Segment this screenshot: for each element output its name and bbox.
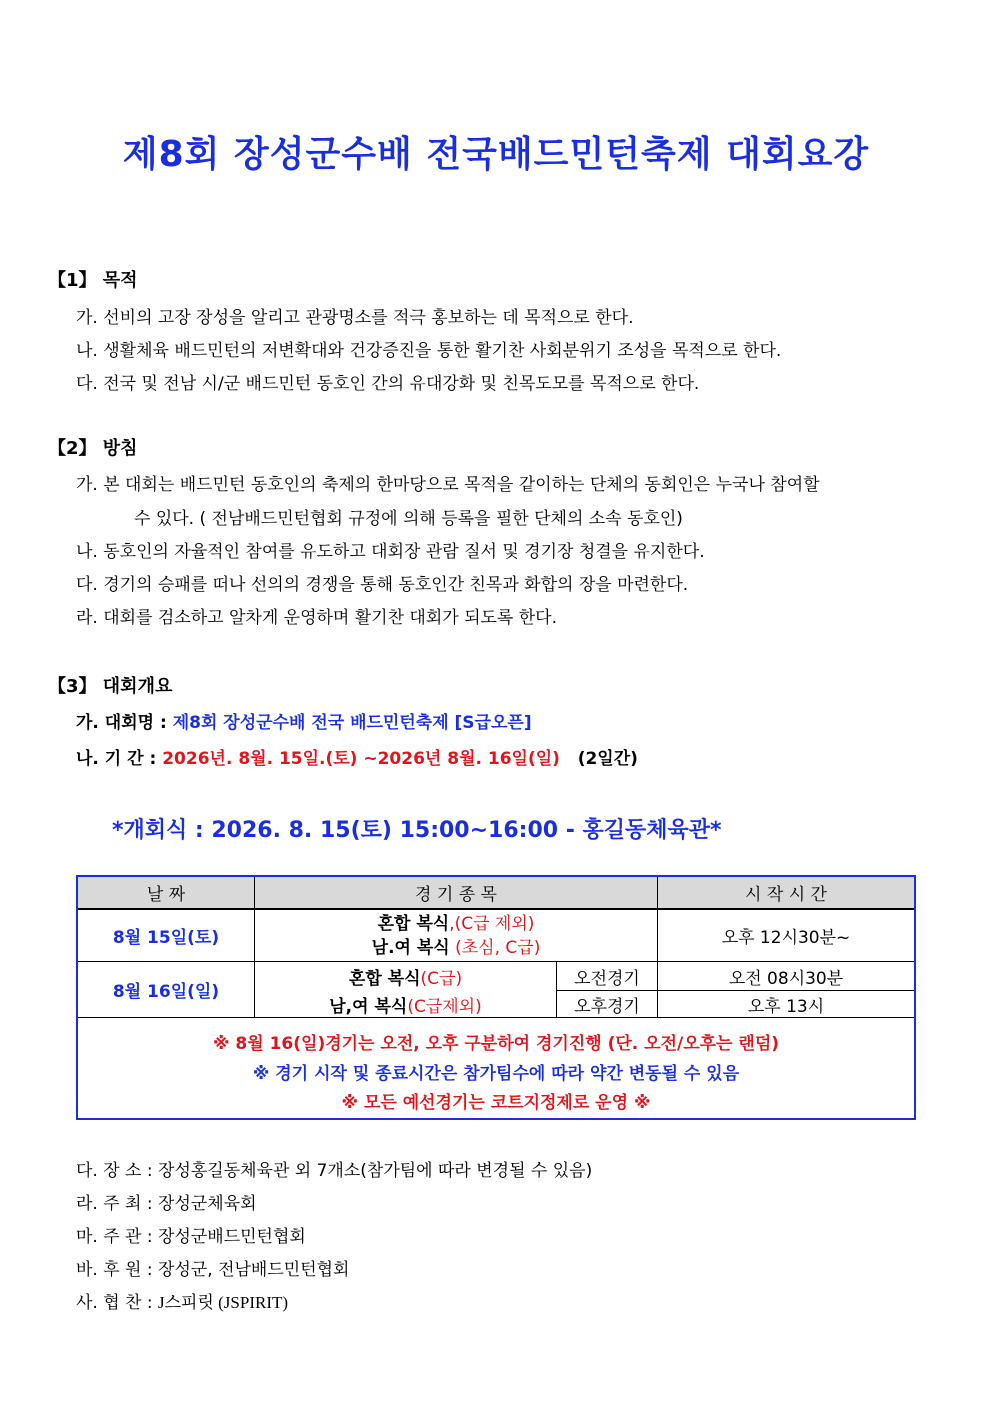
day1-time: 오후 12시30분~: [721, 928, 851, 948]
day2-time-am: 오전 08시30분: [728, 968, 844, 989]
table-note-1: ※ 8월 16(일)경기는 오전, 오후 구분하여 경기진행 (단. 오전/오후는 랜덤): [212, 1034, 780, 1054]
event-period-value: 2026년. 8월. 15일.(토) ~2026년 8월. 16일(일): [162, 749, 560, 769]
day1-event-2-main: 남.여 복식: [371, 937, 450, 958]
detail-sponsor: [76, 1288, 288, 1313]
event-name-value: 제8회 장성군수배 전국 배드민턴축제 [S급오픈]: [172, 713, 532, 733]
day2-date: 8월 16일(일): [112, 982, 220, 1002]
detail-organizer-label: 마. 주 관 :: [76, 1227, 159, 1247]
section-1-item: 다. 전국 및 전남 시/군 배드민턴 동호인 간의 유대강화 및 친목도모를 목적으로 한다.: [76, 374, 700, 394]
detail-venue-label: 다. 장 소 :: [76, 1161, 159, 1181]
day1-event-1-main: 혼합 복식: [377, 913, 450, 934]
section-2-item: 가. 본 대회는 배드민턴 동호인의 축제의 한마당으로 목적을 같이하는 단체의 동회인은 누국나 참여할: [76, 475, 820, 495]
section-1-item: 나. 생활체육 배드민턴의 저변확대와 건강증진을 통한 활기찬 사회분위기 조성을 목적으로 한다.: [76, 341, 782, 361]
detail-support: [76, 1255, 349, 1280]
page-title: 제8회 장성군수배 전국배드민턴축제 대회요강: [122, 134, 870, 175]
day2-event-1-note: (C급): [420, 968, 463, 989]
section-2-item: 라. 대회를 검소하고 알차게 운영하며 활기찬 대회가 되도록 한다.: [76, 608, 558, 628]
table-note-2: ※ 경기 시작 및 종료시간은 참가팀수에 따라 약간 변동될 수 있음: [252, 1064, 740, 1084]
opening-ceremony: *개회식 : 2026. 8. 15(토) 15:00~16:00 - 홍길동체육관*: [112, 818, 722, 843]
section-2-heading: 【2】 방침: [48, 438, 138, 459]
event-name-line: [76, 708, 532, 733]
detail-host: [76, 1189, 257, 1214]
detail-support-label: 바. 후 원 :: [76, 1260, 159, 1280]
table-rule: [78, 1017, 914, 1018]
day2-session-pm: 오후경기: [574, 996, 640, 1017]
day2-event-2: [255, 991, 556, 1017]
day2-event-1-main: 혼합 복식: [348, 968, 421, 989]
detail-host-value: 장성군체육회: [158, 1194, 257, 1214]
day2-event-2-note: (C급제외): [407, 996, 482, 1017]
table-note-3: ※ 모든 예선경기는 코트지정제로 운영 ※: [341, 1093, 651, 1113]
event-period-line: [76, 744, 638, 769]
day2-time-pm: 오후 13시: [747, 996, 825, 1017]
header-event: 경 기 종 목: [255, 877, 657, 908]
day1-date: 8월 15일(토): [112, 928, 220, 948]
detail-sponsor-label: 사. 협 찬 :: [76, 1293, 159, 1313]
day1-event-1: [378, 912, 535, 936]
section-1-item: 가. 선비의 고장 장성을 알리고 관광명소를 적극 홍보하는 데 목적으로 한다.: [76, 308, 634, 328]
event-name-label: 가. 대회명 :: [76, 713, 173, 733]
day1-events: [255, 910, 657, 961]
day2-event-1: [255, 962, 556, 990]
event-period-suffix: (2일간): [577, 749, 638, 769]
detail-venue-value: 장성홍길동체육관 외 7개소(참가팀에 따라 변경될 수 있음): [158, 1161, 593, 1181]
day1-event-2: [372, 936, 541, 960]
detail-sponsor-value: J스피릿 (JSPIRIT): [158, 1293, 289, 1312]
section-3-heading: 【3】 대회개요: [48, 676, 173, 697]
detail-organizer: [76, 1222, 306, 1247]
section-2-item: 다. 경기의 승패를 떠나 선의의 경쟁을 통해 동호인간 친목과 화합의 장을 마련한다.: [76, 575, 689, 595]
day2-session-am: 오전경기: [574, 968, 640, 989]
detail-venue: [76, 1156, 592, 1181]
detail-organizer-value: 장성군배드민턴협회: [158, 1227, 306, 1247]
event-period-label: 나. 기 간 :: [76, 749, 163, 769]
section-2-item: 수 있다. ( 전남배드민턴협회 규정에 의해 등록을 필한 단체의 소속 동호인): [134, 509, 683, 529]
day1-event-1-note: ,(C급 제외): [449, 913, 535, 934]
header-date: 날 짜: [78, 877, 254, 908]
day2-event-2-main: 남,여 복식: [329, 996, 408, 1017]
day1-event-2-note: (초심, C급): [449, 937, 541, 958]
section-1-heading: 【1】 목적: [48, 270, 138, 291]
section-2-item: 나. 동호인의 자율적인 참여를 유도하고 대회장 관람 질서 및 경기장 청결을 유지한다.: [76, 542, 705, 562]
detail-support-value: 장성군, 전남배드민턴협회: [158, 1260, 350, 1280]
detail-host-label: 라. 주 최 :: [76, 1194, 159, 1214]
schedule-table: [76, 875, 916, 1120]
header-time: 시 작 시 간: [658, 877, 914, 908]
